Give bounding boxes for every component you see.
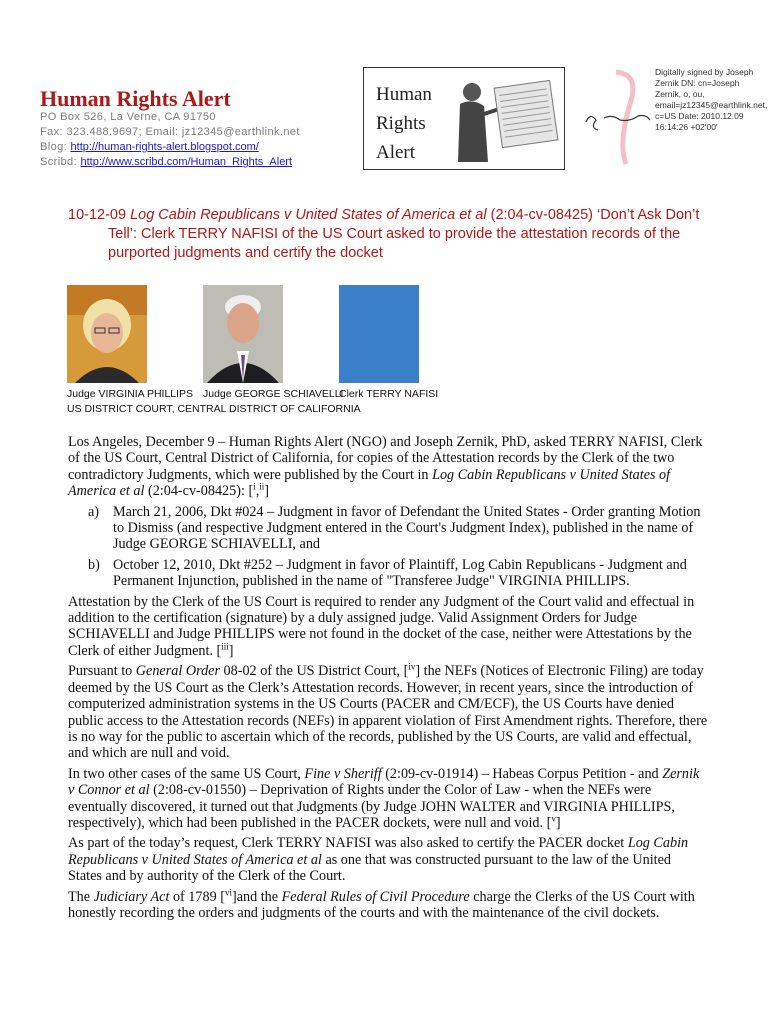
address-line: PO Box 526, La Verne, CA 91750: [40, 111, 216, 123]
blog-link[interactable]: http://human-rights-alert.blogspot.com/: [70, 141, 259, 153]
photo-placeholder-clerk-nafisi: [339, 285, 419, 383]
logo-word-1: Human: [376, 84, 432, 105]
intro-text: Los Angeles, December 9 – Human Rights Alert (NGO) and Joseph Zernik, PhD, asked TERRY NAFISI, Clerk of the US Court, Central District of California, for copies of the Attestation records by the Clerk of the two contradictory Judgments, which were published by the Court in: [68, 434, 703, 483]
case-zernik-v-connor: Zernik v Connor et al: [68, 765, 700, 799]
photo-judge-schiavelli: [203, 285, 283, 383]
list-marker-a: a): [88, 503, 100, 520]
list-item-b-text: October 12, 2010, Dkt #252 – Judgment in favor of Plaintiff, Log Cabin Republicans - Judgment and Permanent Injunction, published in the name of "Transferee Judge" VIRGINIA PHILLIPS.: [113, 556, 687, 590]
attestation-text: Attestation by the Clerk of the US Court is required to render any Judgment of the Court valid and effectual in addition to the certification (signature) by a duly assigned judge. Valid Assignment Orders for Judge SCHIAVELLI and Judge PHILLIPS were not found in the docket of the case, neither were Attestations by the Clerk of either Judgment. [: [68, 593, 695, 659]
scribd-link[interactable]: http://www.scribd.com/Human_Rights_Alert: [80, 156, 293, 168]
judiciary-text: charge the Clerks of the US Court with honestly recording the orders and judgments of the courts and with the maintenance of the civil dockets.: [68, 888, 695, 921]
list-item-a-text: March 21, 2006, Dkt #024 – Judgment in favor of Defendant the United States - Order granting Motion to Dismiss (and respective Judgment entered in the Court's Judgment Index), published in the name of Judge GEORGE SCHIAVELLI, and: [113, 503, 701, 553]
caption-schiavelli: Judge GEORGE SCHIAVELLI: [203, 388, 344, 400]
logo-word-3: Alert: [376, 142, 416, 163]
blog-line: [40, 140, 259, 154]
general-order-title: General Order: [135, 663, 220, 680]
intro-case-name: Log Cabin Republicans v United States of America et al: [68, 466, 671, 500]
endnote-ref-vi[interactable]: vi: [224, 886, 232, 897]
headline-case-name: Log Cabin Republicans v United States of America et al: [130, 207, 487, 223]
signature-details: Digitally signed by Joseph Zernik DN: cn=Joseph Zernik, o, ou, email=jz12345@earthlink.net, c=US Date: 2010.12.09 16:14:26 +02'00': [655, 67, 768, 132]
list-marker-b: b): [88, 556, 100, 573]
fax-email-line: Fax: 323.488.9697; Email: jz12345@earthlink.net: [40, 126, 300, 138]
other-cases-mid: (2:09-cv-01914) – Habeas Corpus Petition - and: [381, 765, 663, 782]
headline: [68, 206, 708, 263]
endnote-ref-v[interactable]: v: [551, 813, 556, 824]
intro-case-number: (2:04-cv-08425): [: [144, 483, 254, 500]
scribd-line: [40, 155, 292, 169]
court-caption: US DISTRICT COURT, CENTRAL DISTRICT OF CALIFORNIA: [67, 403, 361, 415]
headline-line-3: purported judgments and certify the docket: [108, 245, 383, 261]
digital-signature: [580, 64, 768, 168]
org-name: Human Rights Alert: [40, 86, 231, 111]
general-order-number: 08-02 of the US District Court, [: [220, 663, 409, 680]
paragraph-intro: Los Angeles, December 9 – Human Rights Alert (NGO) and Joseph Zernik, PhD, asked TERRY NAFISI, Clerk of the US Court, Central District of California, for copies of the Attestation records by the Clerk of the two contradictory Judgments, which were published by the Court in Log Cabin Republicans v United States of America et al (2:04-cv-08425): [$^i$,$^{ii}$]: [68, 434, 703, 500]
list-item: [68, 557, 708, 590]
judgment-list: [68, 504, 708, 590]
signature-scrawl-icon: [580, 64, 660, 168]
endnote-ref-ii[interactable]: ii: [259, 481, 265, 492]
intro-bracket-close: ]: [264, 483, 269, 500]
headline-case-rest: (2:04-cv-08425) ‘Don’t Ask Don’t: [486, 207, 700, 223]
certify-lead: As part of the today’s request, Clerk TERRY NAFISI was also asked to certify the PACER docket: [68, 835, 628, 852]
other-cases-lead: In two other cases of the same US Court,: [68, 765, 305, 782]
certify-case-name: Log Cabin Republicans v United States of America et al: [68, 835, 689, 868]
caption-phillips: Judge VIRGINIA PHILLIPS: [67, 388, 194, 400]
press-release-body: [68, 434, 708, 925]
paragraph-attestation: Attestation by the Clerk of the US Court is required to render any Judgment of the Court valid and effectual in addition to the certification (signature) by a duly assigned judge. Valid Assignment Orders for Judge SCHIAVELLI and Judge PHILLIPS were not found in the docket of the case, neither were Attestations by the Clerk of either Judgment. [$^{iii}$]: [68, 593, 695, 659]
general-order-lead: Pursuant to: [68, 663, 136, 680]
paragraph-judiciary-act: [68, 886, 708, 922]
case-fine-v-sheriff: Fine v Sheriff: [304, 765, 382, 782]
endnote-ref-i[interactable]: i: [253, 481, 256, 492]
certify-text: as one that was constructed pursuant to the law of the United States and by authority of the Clerk of the Court.: [68, 851, 671, 885]
list-item: [68, 504, 708, 553]
general-order-text: ] the NEFs (Notices of Electronic Filing) are today deemed by the US Court as the Clerk’s Attestation records. However, in recent years, since the introduction of computerized administration systems in the US Courts (PACER and CM/ECF), the US Courts have denied public access to the Attestation records (NEFs) in apparent violation of First Amendment rights. Therefore, there is no way for the public to ascertain which of the records, published by the US Courts, are valid and effectual, and which are null and void.: [68, 663, 708, 762]
headline-date: 10-12-09: [68, 207, 131, 223]
paragraph-general-order: [68, 663, 708, 761]
judiciary-year: of 1789 [: [169, 888, 225, 905]
paragraph-other-cases: In two other cases of the same US Court, Fine v Sheriff (2:09-cv-01914) – Habeas Corpus Petition - and Zernik v Connor et al (2:08-cv-01550) – Deprivation of Rights under the Color of Law - when the NEFs were eventually discovered, it turned out that Judgments (by Judge JOHN WALTER and VIRGINIA PHILLIPS, respectively), which had been published in the PACER dockets, were null and void. [$^v$]: [68, 765, 700, 831]
scribd-label: Scribd:: [40, 156, 81, 168]
logo-word-2: Rights: [376, 113, 426, 134]
paragraph-certify-docket: [68, 835, 708, 884]
endnote-ref-iv[interactable]: iv: [408, 661, 416, 672]
photo-judge-phillips: [67, 285, 147, 383]
judiciary-mid: ]and the: [231, 888, 282, 905]
hra-logo: [363, 67, 565, 170]
frcp-title: Federal Rules of Civil Procedure: [281, 888, 470, 905]
blog-label: Blog:: [40, 141, 71, 153]
judiciary-lead: The: [68, 888, 94, 905]
judiciary-act-title: Judiciary Act: [93, 888, 170, 905]
headline-line-2: Tell’: Clerk TERRY NAFISI of the US Court asked to provide the attestation records of the: [108, 226, 681, 242]
endnote-ref-iii[interactable]: iii: [221, 641, 229, 652]
caption-nafisi: Clerk TERRY NAFISI: [339, 388, 439, 400]
other-cases-text: (2:08-cv-01550) – Deprivation of Rights under the Color of Law - when the NEFs were eventually discovered, it turned out that Judgments (by Judge JOHN WALTER and VIRGINIA PHILLIPS, respectively), which had been published in the PACER dockets, were null and void. [: [68, 782, 675, 831]
logo-figure-icon: [450, 74, 560, 164]
